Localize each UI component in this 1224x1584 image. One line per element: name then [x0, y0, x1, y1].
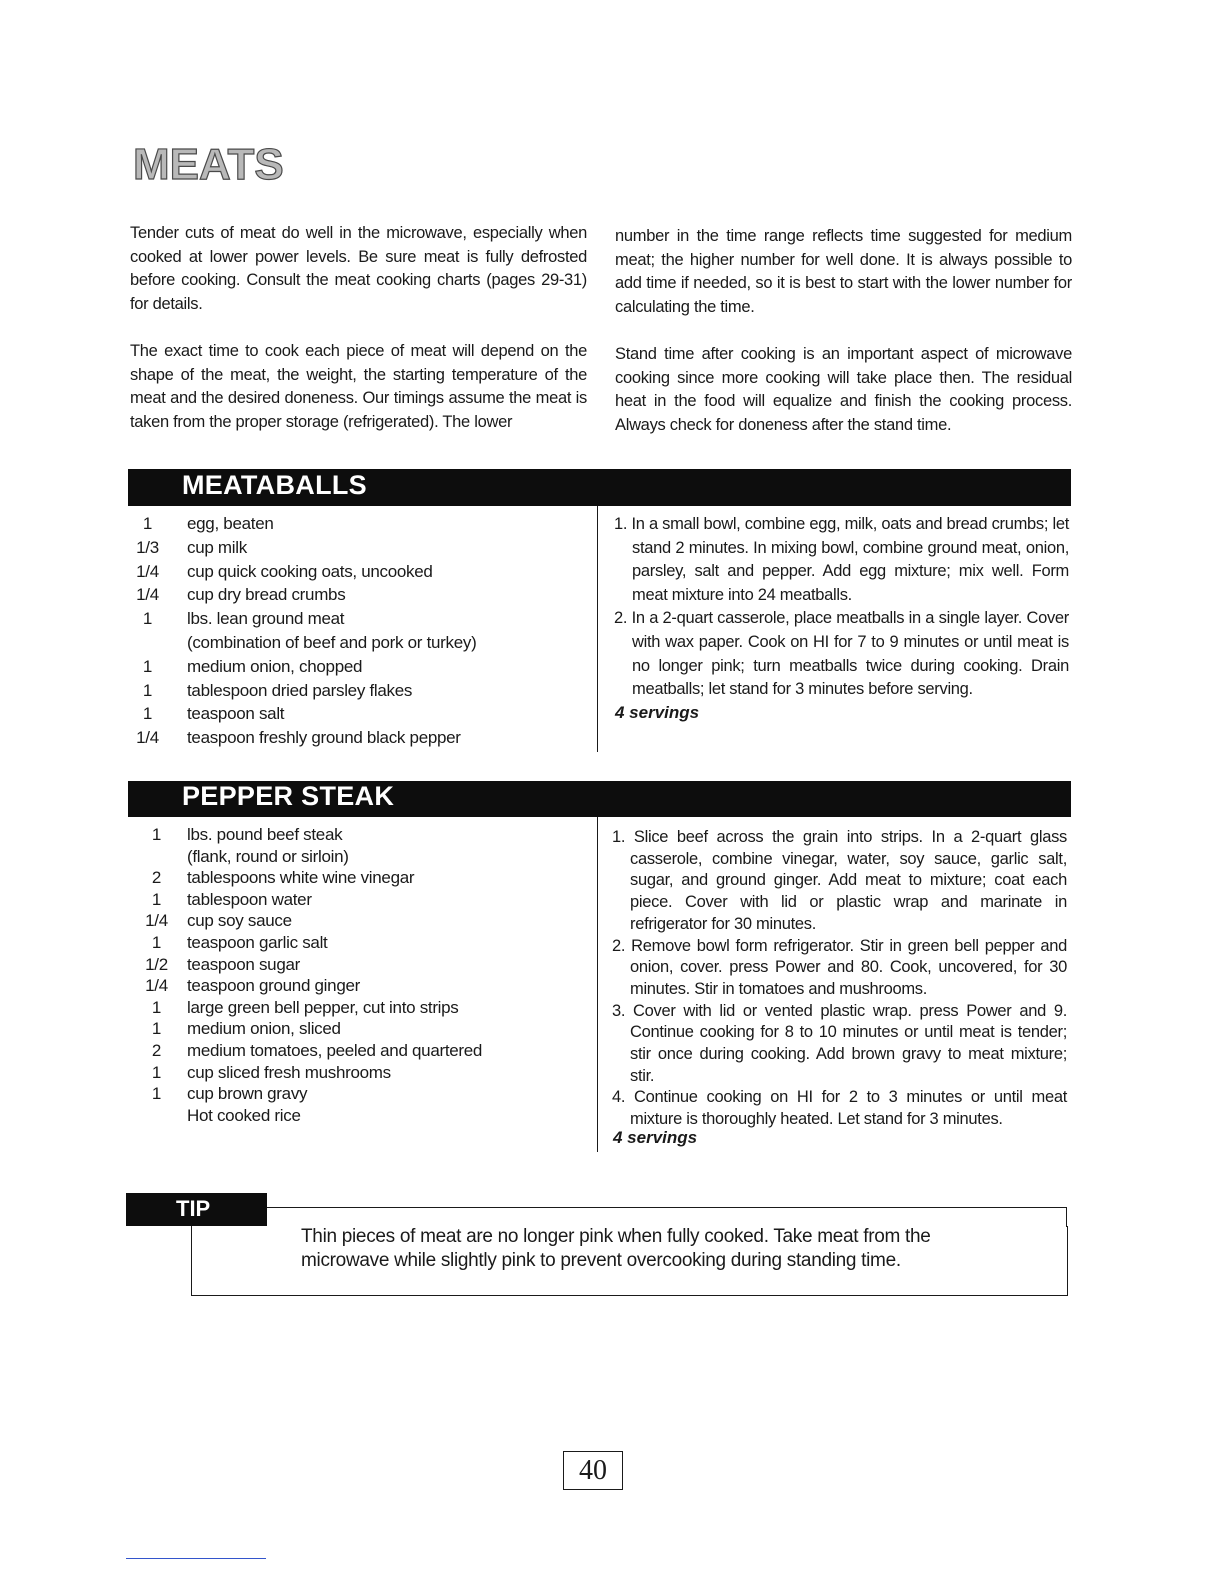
meatballs-servings: 4 servings	[615, 703, 700, 722]
ingredient-row	[130, 702, 590, 726]
tip-label	[126, 1193, 267, 1226]
ingredient-row	[130, 583, 590, 607]
ingredient-row	[130, 1083, 590, 1105]
ingredient-qty: 1/4	[136, 728, 159, 748]
pepper-steak-servings: 4 servings	[613, 1128, 698, 1147]
pepper-steak-ingredient-list	[130, 824, 590, 1126]
ingredient-row	[130, 607, 590, 631]
tip-label-text: TIP	[176, 1196, 211, 1221]
step-item: 3. Cover with lid or vented plastic wrap. press Power and 9. Continue cooking for 8 to 10 minutes or until meat is tender; stir once during cooking. Add brown gravy to meat mixture; stir.	[612, 1001, 1067, 1085]
meatballs-header	[128, 469, 1071, 506]
ingredient-text: teaspoon freshly ground black pepper	[187, 728, 461, 748]
ingredient-text: cup milk	[187, 537, 247, 557]
ingredient-text: lbs. lean ground meat	[187, 609, 345, 629]
intro-paragraph: Tender cuts of meat do well in the microwave, especially when cooked at lower power levels. Be sure meat is fully defrosted before cooking. Consult the meat cooking charts (pages 29-31) for details.	[130, 224, 587, 313]
ingredient-text: tablespoons white wine vinegar	[187, 868, 415, 888]
ingredient-row	[130, 679, 590, 703]
ingredient-qty	[130, 846, 183, 868]
ingredient-row	[130, 889, 590, 911]
step-item: 1. In a small bowl, combine egg, milk, oats and bread crumbs; let stand 2 minutes. In mixing bowl, combine ground meat, onion, parsley, salt and pepper. Add egg mixture; mix well. Form meat mixture into 24 meatballs.	[614, 515, 1069, 604]
tip-box-right-border	[1066, 1207, 1067, 1227]
ingredient-qty: 1/4	[136, 585, 159, 605]
ingredient-text: cup soy sauce	[187, 911, 292, 931]
ingredient-text: cup brown gravy	[187, 1084, 308, 1104]
ingredient-text: medium onion, chopped	[187, 656, 363, 676]
ingredient-text: medium onion, sliced	[187, 1019, 341, 1039]
footer-rule	[126, 1558, 266, 1559]
ingredient-row	[130, 536, 590, 560]
meatballs-title: MEATABALLS	[182, 470, 367, 500]
page-title: MEATS	[133, 140, 284, 189]
ingredient-qty	[130, 1105, 183, 1127]
intro-paragraph: The exact time to cook each piece of meat will depend on the shape of the meat, the weight, the starting temperature of the meat and the desired doneness. Our timings assume the meat is taken from the proper storage (refrigerated). The lower	[130, 342, 587, 431]
ingredient-qty: 1/4	[145, 976, 168, 996]
ingredient-row	[130, 846, 590, 868]
ingredient-row	[130, 867, 590, 889]
intro-right-column	[615, 225, 1072, 461]
column-divider	[597, 506, 598, 752]
ingredient-row	[130, 975, 590, 997]
pepper-steak-title: PEPPER STEAK	[182, 781, 395, 811]
ingredient-text: cup sliced fresh mushrooms	[187, 1062, 391, 1082]
ingredient-qty: 1	[142, 680, 153, 700]
ingredient-row	[130, 932, 590, 954]
ingredient-qty: 1	[151, 825, 162, 844]
meatballs-ingredient-list	[130, 512, 590, 750]
ingredient-text: tablespoon water	[187, 889, 312, 909]
ingredient-qty: 1	[151, 932, 162, 952]
ingredient-text: Hot cooked rice	[187, 1105, 301, 1125]
column-divider	[597, 817, 598, 1152]
ingredient-text: teaspoon salt	[187, 704, 285, 724]
tip-text: Thin pieces of meat are no longer pink when fully cooked. Take meat from the microwave while slightly pink to prevent overcooking during standing time.	[301, 1226, 931, 1271]
ingredient-text: large green bell pepper, cut into strips	[187, 997, 459, 1017]
ingredient-qty: 2	[151, 868, 162, 888]
intro-paragraph: Stand time after cooking is an important aspect of microwave cooking since more cooking will take place then. The residual heat in the food will equalize and finish the cooking process. Always check for doneness after the stand time.	[615, 345, 1072, 434]
step-item: 4. Continue cooking on HI for 2 to 3 minutes or until meat mixture is thoroughly heated. Let stand for 3 minutes.	[612, 1088, 1067, 1129]
ingredient-row	[130, 560, 590, 584]
ingredient-row	[130, 1040, 590, 1062]
ingredient-qty: 1	[151, 1019, 162, 1039]
ingredient-qty: 1/3	[136, 537, 159, 557]
ingredient-row	[130, 655, 590, 679]
ingredient-row	[130, 1105, 590, 1127]
ingredient-text: teaspoon ground ginger	[187, 976, 360, 996]
step-item: 2. In a 2-quart casserole, place meatballs in a single layer. Cover with wax paper. Cook on HI for 7 to 9 minutes or until meat is no longer pink; turn meatballs twice during cooking. Drain meatballs; let stand for 3 minutes before serving.	[614, 609, 1069, 699]
ingredient-text: teaspoon garlic salt	[187, 932, 328, 952]
tip-box-top-border	[267, 1207, 1067, 1208]
ingredient-qty	[130, 631, 165, 655]
ingredient-row	[130, 726, 590, 750]
ingredient-row	[130, 512, 590, 536]
ingredient-row	[130, 1062, 590, 1084]
ingredient-text: cup dry bread crumbs	[187, 585, 346, 605]
step-item: 2. Remove bowl form refrigerator. Stir in green bell pepper and onion, cover. press Power and 80. Cook, uncovered, for 30 minutes. Stir in tomatoes and mushrooms.	[612, 936, 1067, 998]
ingredient-qty: 1	[142, 656, 153, 676]
ingredient-row	[130, 631, 590, 655]
ingredient-qty: 1	[142, 704, 153, 724]
ingredient-qty: 1	[151, 997, 162, 1017]
ingredient-qty: 1/4	[145, 911, 168, 931]
page-number: 40	[563, 1451, 623, 1490]
ingredient-text: teaspoon sugar	[187, 954, 300, 974]
ingredient-text: lbs. pound beef steak	[187, 825, 343, 844]
meatballs-steps	[614, 513, 1069, 702]
ingredient-text: cup quick cooking oats, uncooked	[187, 561, 433, 581]
ingredient-qty: 2	[151, 1040, 162, 1060]
ingredient-text: egg, beaten	[187, 514, 274, 533]
ingredient-qty: 1	[151, 1062, 162, 1082]
ingredient-text: (combination of beef and pork or turkey)	[187, 632, 477, 652]
intro-left-column	[130, 222, 587, 458]
pepper-steak-steps	[612, 827, 1067, 1131]
ingredient-qty: 1	[142, 609, 153, 629]
ingredient-qty: 1	[151, 1084, 162, 1104]
ingredient-qty: 1/4	[136, 561, 159, 581]
ingredient-qty: 1	[142, 514, 153, 533]
ingredient-qty: 1	[151, 889, 162, 909]
ingredient-row	[130, 1018, 590, 1040]
ingredient-row	[130, 910, 590, 932]
ingredient-row	[130, 997, 590, 1019]
pepper-steak-header	[128, 781, 1071, 817]
ingredient-text: tablespoon dried parsley flakes	[187, 680, 413, 700]
intro-paragraph: number in the time range reflects time suggested for medium meat; the higher number for well done. It is always possible to add time if needed, so it is best to start with the lower number for calculating the time.	[615, 227, 1072, 316]
step-item: 1. Slice beef across the grain into strips. In a 2-quart glass casserole, combine vinegar, water, soy sauce, garlic salt, sugar, and ground ginger. Add meat to mixture; coat each piece. Cover with lid or plastic wrap and marinate in refrigerator for 30 minutes.	[612, 828, 1067, 933]
ingredient-row	[130, 954, 590, 976]
ingredient-qty: 1/2	[145, 954, 168, 974]
ingredient-row	[130, 824, 590, 846]
ingredient-text: (flank, round or sirloin)	[187, 846, 349, 866]
ingredient-text: medium tomatoes, peeled and quartered	[187, 1040, 483, 1060]
